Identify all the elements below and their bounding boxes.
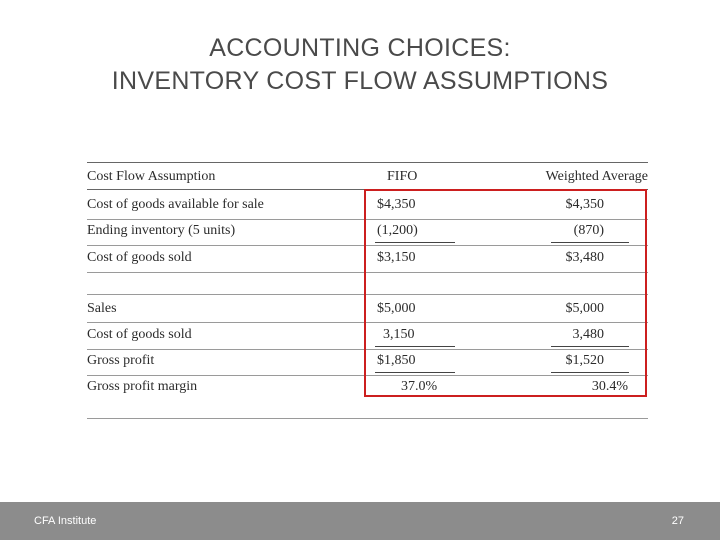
header-label: Cost Flow Assumption — [87, 169, 216, 184]
fifo-value: 37.0% — [401, 379, 438, 394]
wavg-value: $1,520 — [565, 353, 604, 368]
header-fifo: FIFO — [387, 169, 418, 184]
fifo-value: $4,350 — [377, 197, 416, 212]
highlight-box — [364, 189, 647, 397]
title-line-2: INVENTORY COST FLOW ASSUMPTIONS — [111, 67, 609, 95]
row-label: Gross profit margin — [87, 379, 198, 394]
wavg-value: $3,480 — [565, 250, 604, 265]
table-header-row — [87, 166, 648, 188]
fifo-value: (1,200) — [377, 223, 418, 238]
page-number: 27 — [671, 515, 684, 527]
row-label: Sales — [87, 301, 117, 316]
table-bottom-rule — [87, 418, 648, 419]
wavg-value: $5,000 — [565, 301, 604, 316]
row-label: Gross profit — [87, 353, 155, 368]
header-weighted-average: Weighted Average — [545, 169, 648, 184]
footer-bar — [0, 502, 720, 540]
table-top-rule — [87, 162, 648, 163]
fifo-value: $1,850 — [377, 353, 416, 368]
wavg-value: $4,350 — [565, 197, 604, 212]
footer-brand: CFA Institute — [34, 515, 97, 527]
wavg-value: 30.4% — [591, 379, 628, 394]
wavg-value: 3,480 — [572, 327, 604, 342]
row-label: Cost of goods available for sale — [87, 197, 264, 212]
row-label: Ending inventory (5 units) — [87, 223, 236, 238]
slide-title — [0, 32, 720, 98]
fifo-value: $5,000 — [377, 301, 416, 316]
title-line-1: ACCOUNTING CHOICES: — [209, 34, 511, 62]
row-label: Cost of goods sold — [87, 250, 192, 265]
row-label: Cost of goods sold — [87, 327, 192, 342]
wavg-value: (870) — [573, 223, 604, 238]
fifo-value: $3,150 — [377, 250, 416, 265]
fifo-value: 3,150 — [383, 327, 415, 342]
